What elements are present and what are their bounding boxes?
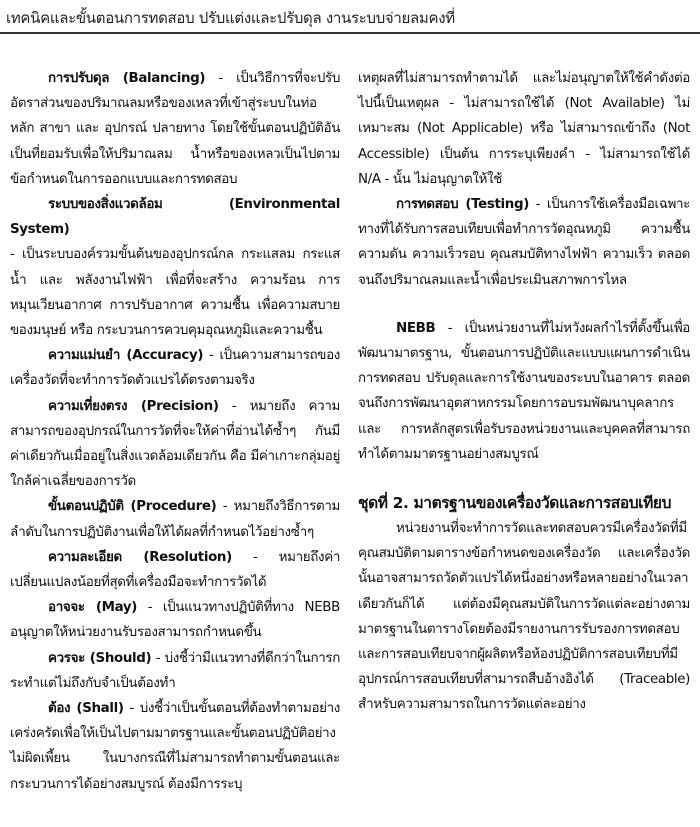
definition-text: - เป็นการใช้เครื่องมือเฉพาะทางที่ได้รับการสอบเทียบเพื่อทำการวัดอุณหภูมิ ความชื้น ความดัน ความเร็วรอบ คุณสมบัติทางไฟฟ้า ความเร็ว ตลอดจนถึงปริมาณลมและน้ำเพื่อประเมินสภาพการไหล — [358, 197, 690, 288]
definition-term: การทดสอบ (Testing) — [396, 197, 529, 213]
definition-testing — [358, 192, 690, 293]
shall-continuation: เหตุผลที่ไม่สามารถทำตามได้ และไม่อนุญาตให้ใช้คำดังต่อไปนี้เป็นเหตุผล - ไม่สามารถใช้ได้ (Not Available) ไม่เหมาะสม (Not Applicable) หรือ ไม่สามารถเข้าถึง (Not Accessible) เป็นต้น การระบุเพียงคำ - ไม่สามารถใช้ได้ N/A - นั้น ไม่อนุญาตให้ใช้ — [358, 71, 690, 187]
definition-resolution — [10, 545, 340, 595]
definition-text: - หมายถึง ความสามารถของอุปกรณ์ในการวัดที่จะให้ค่าที่อ่านได้ซ้ำๆ กันมีค่าเดียวกันเมื่ออยู่ในสิ่งแวดล้อมเดียวกัน คือ มีค่าเกาะกลุ่มอยู่ใกล้ค่าเฉลี่ยของการวัด — [10, 398, 340, 490]
right-column — [358, 66, 690, 718]
definition-term: ความแม่นยำ (Accuracy) — [48, 348, 204, 364]
definition-text: - เป็นระบบองค์รวมขั้นต้นของอุปกรณ์กล กระแสลม กระแสน้ำ และ พลังงานไฟฟ้า เพื่อที่จะสร้าง ความร้อน การหมุนเวียนอากาศ การปรับอากาศ ความชื้น เพื่อความสบายของมนุษย์ หรือ กระบวนการควบคุมอุณหภูมิและความชื้น — [10, 247, 340, 339]
definition-text: - บ่งชี้ว่ามีแนวทางที่ดีกว่าในการกระทำแต่ไม่ถึงกับจำเป็นต้องทำ — [10, 650, 340, 691]
definition-should — [10, 646, 340, 696]
definition-balancing — [10, 66, 340, 192]
running-header-title: เทคนิคและขั้นตอนการทดสอบ ปรับแต่งและปรับดุล งานระบบจ่ายลมคงที่ — [6, 9, 455, 27]
definition-term: ระบบของสิ่งแวดล้อม (Environmental System) — [10, 197, 340, 238]
definition-term: ขั้นตอนปฏิบัติ (Procedure) — [48, 499, 217, 515]
paragraph-gap — [358, 467, 690, 490]
definition-may — [10, 595, 340, 645]
definition-term: ควรจะ (Should) — [48, 650, 152, 666]
definition-term: NEBB — [396, 320, 436, 336]
definition-shall — [10, 696, 340, 797]
definition-procedure — [10, 494, 340, 544]
definition-term: การปรับดุล (Balancing) — [48, 71, 206, 86]
definition-text: - เป็นหน่วยงานที่ไม่หวังผลกำไรที่ตั้งขึ้นเพื่อพัฒนามาตรฐาน, ขั้นตอนการปฏิบัติและแบบแผนการดำเนินการทดสอบ ปรับดุลและการใช้งานของระบบในอาคาร ตลอดจนถึงการพัฒนาอุตสาหกรรมโดยการอบรมพัฒนาบุคลากร และ การหลักสูตรเพื่อรับรองหน่วยงานและบุคคลที่สามารถทำได้ตามมาตรฐานอย่างสมบูรณ์ — [358, 320, 690, 462]
definition-text: - เป็นแนวทางปฏิบัติที่ทาง NEBB อนุญาตให้หน่วยงานรับรองสามารถกำหนดขึ้น — [10, 600, 340, 641]
page-header — [0, 0, 700, 34]
section-body: หน่วยงานที่จะทำการวัดและทดสอบควรมีเครื่องวัดที่มีคุณสมบัติตามตารางข้อกำหนดของเครื่องวัด และเครื่องวัดนั้นอาจสามารถวัดตัวแปรได้หนึ่งอย่างหรือหลายอย่างในเวลาเดียวกันก็ได้ แต่ต้องมีคุณสมบัติในการวัดแต่ละอย่างตามมาตรฐานในตารางโดยต้องมีรายงานการรับรองการทดสอบและการสอบเทียบจากผู้ผลิตหรือห้องปฏิบัติการสอบเทียบที่มีอุปกรณ์การสอบเทียบที่สามารถสืบอ้างอิงได้ (Traceable) สำหรับความสามารถในการวัดแต่ละอย่าง — [358, 521, 690, 713]
definition-term: ความเที่ยงตรง (Precision) — [48, 398, 219, 414]
left-column — [10, 66, 340, 797]
definition-text: - เป็นวิธีการที่จะปรับอัตราส่วนของปริมาณลมหรือของเหลวที่เข้าสู่ระบบในท่อหลัก สาขา และ อุปกรณ์ ปลายทาง โดยใช้ขั้นตอนปฏิบัติอันเป็นที่ยอมรับเพื่อให้ปริมาณลม น้ำหรือของเหลวเป็นไปตามข้อกำหนดในการออกแบบและการทดสอบ — [10, 71, 340, 187]
definition-text: - เป็นความสามารถของเครื่องวัดที่จะทำการวัดตัวแปรได้ตรงตามจริง — [10, 348, 340, 389]
definition-accuracy — [10, 343, 340, 393]
definition-text: - หมายถึงค่าเปลี่ยนแปลงน้อยที่สุดที่เครื่องมือจะทำการวัดได้ — [10, 549, 340, 591]
paragraph-gap — [358, 293, 690, 316]
section-heading: ชุดที่ 2. มาตรฐานของเครื่องวัดและการสอบเทียบ — [358, 494, 672, 513]
definition-term: ความละเอียด (Resolution) — [48, 549, 232, 565]
definition-term: ต้อง (Shall) — [48, 701, 124, 717]
definition-precision — [10, 394, 340, 495]
definition-nebb — [358, 316, 690, 467]
definition-environmental-system — [10, 192, 340, 343]
definition-text: - บ่งชี้ว่าเป็นขั้นตอนที่ต้องทำตามอย่างเคร่งครัดเพื่อให้เป็นไปตามมาตรฐานและขั้นตอนปฏิบัติอย่างไม่ผิดเพี้ยน ในบางกรณีที่ไม่สามารถทำตามขั้นตอนและกระบวนการได้อย่างสมบูรณ์ ต้องมีการระบุ — [10, 701, 340, 792]
definition-term: อาจจะ (May) — [48, 600, 137, 616]
definition-text: - หมายถึงวิธีการตามลำดับในการปฏิบัติงานเพื่อให้ได้ผลที่กำหนดไว้อย่างซ้ำๆ — [10, 499, 340, 540]
